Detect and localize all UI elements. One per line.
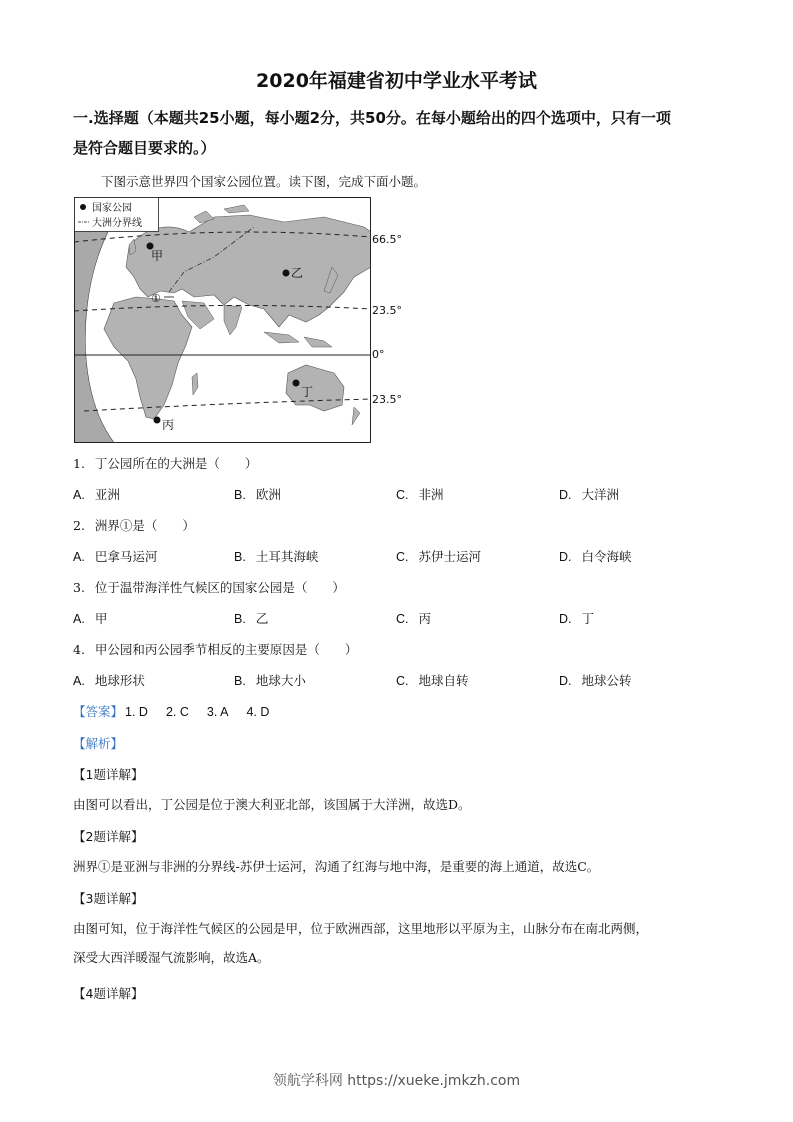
question-1 xyxy=(73,454,257,472)
question-4 xyxy=(73,640,357,658)
park-bing-label: 丙 xyxy=(162,418,175,432)
question-number: 2. xyxy=(73,518,85,533)
boundary-marker-1: ① xyxy=(151,292,161,305)
question-number: 4. xyxy=(73,642,85,657)
q4-option-a: A. 地球形状 xyxy=(73,673,145,688)
detail-3-text-cont: 深受大西洋暖湿气流影响，故选A。 xyxy=(73,950,270,965)
question-text: 甲公园和丙公园季节相反的主要原因是（ ） xyxy=(94,642,358,657)
park-ding-label: 丁 xyxy=(301,385,314,399)
park-yi-label: 乙 xyxy=(291,266,304,280)
q4-option-d: D. 地球公转 xyxy=(559,673,632,688)
q4-option-b: B. 地球大小 xyxy=(234,673,306,688)
q3-option-d: D. 丁 xyxy=(559,611,595,626)
lat-label-66: 66.5° xyxy=(372,233,402,246)
detail-3-heading: 【3题详解】 xyxy=(73,891,144,906)
park-ding-point xyxy=(293,380,300,387)
legend-park-label: 国家公园 xyxy=(92,203,132,214)
q1-option-a: A. 亚洲 xyxy=(73,487,120,502)
lat-label-23s: 23.5° xyxy=(372,393,402,406)
section-heading-line2: 是符合题目要求的。） xyxy=(73,139,216,157)
question-3 xyxy=(73,578,345,596)
analysis-tag: 【解析】 xyxy=(73,736,124,751)
answer-row xyxy=(73,702,269,720)
answer-item: 3. A xyxy=(206,705,229,719)
q3-option-b: B. 乙 xyxy=(234,611,269,626)
detail-3-text: 由图可知，位于海洋性气候区的公园是甲，位于欧洲西部，这里地形以平原为主，山脉分布在南北两侧， xyxy=(73,921,649,936)
q1-option-d: D. 大洋洲 xyxy=(559,487,620,502)
answer-item: 4. D xyxy=(246,705,270,719)
question-text: 位于温带海洋性气候区的国家公园是（ ） xyxy=(94,580,345,595)
detail-4-heading: 【4题详解】 xyxy=(73,986,144,1001)
detail-2-text: 洲界①是亚洲与非洲的分界线-苏伊士运河，沟通了红海与地中海，是重要的海上通道，故选C。 xyxy=(73,859,600,874)
q3-option-c: C. 丙 xyxy=(396,611,432,626)
answer-tag: 【答案】 xyxy=(73,704,124,719)
question-number: 3. xyxy=(73,580,85,595)
detail-2-heading: 【2题详解】 xyxy=(73,829,144,844)
q2-option-a: A. 巴拿马运河 xyxy=(73,549,158,564)
q2-option-c: C. 苏伊士运河 xyxy=(396,549,482,564)
answer-item: 2. C xyxy=(165,705,189,719)
park-jia-label: 甲 xyxy=(151,249,164,263)
detail-1-text: 由图可以看出，丁公园是位于澳大利亚北部，该国属于大洋洲，故选D。 xyxy=(73,797,471,812)
q4-option-c: C. 地球自转 xyxy=(396,673,469,688)
lat-label-23n: 23.5° xyxy=(372,304,402,317)
answer-item: 1. D xyxy=(125,705,148,719)
question-2 xyxy=(73,516,195,534)
q1-option-c: C. 非洲 xyxy=(396,487,444,502)
page-title: 2020年福建省初中学业水平考试 xyxy=(256,70,537,92)
legend-boundary-label: 大洲分界线 xyxy=(92,218,142,229)
q1-option-b: B. 欧洲 xyxy=(234,487,281,502)
q3-option-a: A. 甲 xyxy=(73,611,108,626)
park-yi-point xyxy=(283,270,290,277)
question-number: 1. xyxy=(73,456,85,471)
footer-watermark: 领航学科网 https://xueke.jmkzh.com xyxy=(272,1073,521,1089)
lat-label-equator: 0° xyxy=(372,348,385,361)
section-heading-line1: 一.选择题（本题共25小题，每小题2分，共50分。在每小题给出的四个选项中，只有一项 xyxy=(73,109,671,127)
world-map-figure xyxy=(74,197,404,443)
question-text: 洲界①是（ ） xyxy=(94,518,195,533)
question-intro: 下图示意世界四个国家公园位置。读下图，完成下面小题。 xyxy=(101,174,427,189)
park-bing-point xyxy=(154,417,161,424)
detail-1-heading: 【1题详解】 xyxy=(73,767,144,782)
q2-option-d: D. 白令海峡 xyxy=(559,549,632,564)
q2-option-b: B. 土耳其海峡 xyxy=(234,549,319,564)
question-text: 丁公园所在的大洲是（ ） xyxy=(94,456,258,471)
